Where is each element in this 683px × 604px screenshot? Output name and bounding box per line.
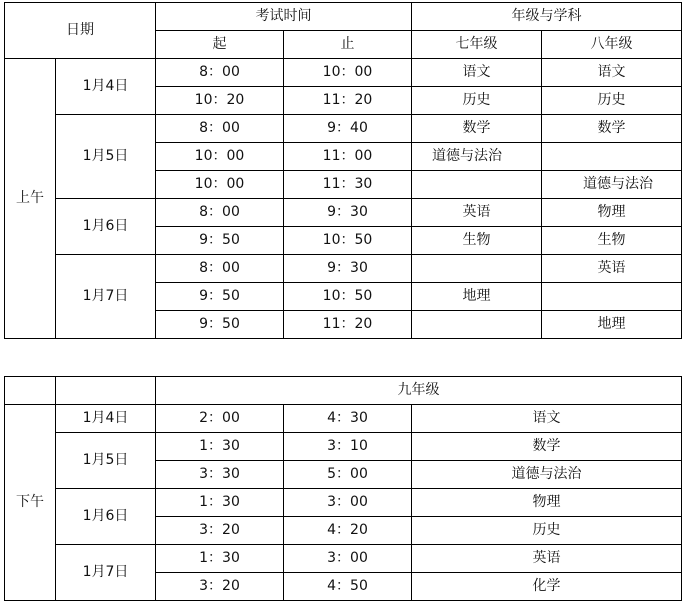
grade7-subject-cell: 语文 xyxy=(412,59,542,87)
grade7-subject-cell: 数学 xyxy=(412,115,542,143)
end-time-cell: 9：30 xyxy=(284,255,412,283)
start-time-cell: 9：50 xyxy=(156,227,284,255)
end-time-cell: 10：50 xyxy=(284,283,412,311)
end-time-cell: 10：00 xyxy=(284,59,412,87)
grade9-subject-cell: 数学 xyxy=(412,433,682,461)
grade7-subject-cell: 英语 xyxy=(412,199,542,227)
start-time-cell: 3：20 xyxy=(156,517,284,545)
end-time-cell: 11：00 xyxy=(284,143,412,171)
start-time-cell: 8：00 xyxy=(156,115,284,143)
grade7-header: 七年级 xyxy=(412,31,542,59)
grade7-subject-cell: 地理 xyxy=(412,283,542,311)
grade7-subject-cell xyxy=(412,255,542,283)
start-time-cell: 3：30 xyxy=(156,461,284,489)
grade8-subject-cell: 生物 xyxy=(542,227,682,255)
grade9-header: 九年级 xyxy=(156,377,682,405)
table-row xyxy=(5,199,682,227)
start-time-cell: 1：30 xyxy=(156,433,284,461)
table-row xyxy=(5,433,682,461)
grade8-subject-cell xyxy=(542,143,682,171)
start-time-cell: 9：50 xyxy=(156,283,284,311)
date-cell: 1月5日 xyxy=(56,433,156,489)
grade8-subject-cell xyxy=(542,283,682,311)
grade7-subject-cell xyxy=(412,311,542,339)
table-row xyxy=(5,405,682,433)
grade8-subject-cell: 地理 xyxy=(542,311,682,339)
grade7-subject-cell xyxy=(412,171,542,199)
start-time-cell: 1：30 xyxy=(156,545,284,573)
date-cell: 1月5日 xyxy=(56,115,156,199)
start-time-cell: 10：00 xyxy=(156,171,284,199)
end-time-cell: 9：40 xyxy=(284,115,412,143)
end-time-cell: 3：10 xyxy=(284,433,412,461)
table-row xyxy=(5,255,682,283)
start-time-cell: 8：00 xyxy=(156,255,284,283)
grade8-subject-cell: 物理 xyxy=(542,199,682,227)
end-time-cell: 10：50 xyxy=(284,227,412,255)
start-header: 起 xyxy=(156,31,284,59)
end-header: 止 xyxy=(284,31,412,59)
grade8-subject-cell: 语文 xyxy=(542,59,682,87)
grade8-subject-cell: 英语 xyxy=(542,255,682,283)
start-time-cell: 8：00 xyxy=(156,59,284,87)
grade8-header: 八年级 xyxy=(542,31,682,59)
date-cell: 1月7日 xyxy=(56,545,156,601)
blank-header-cell xyxy=(5,377,56,405)
grade8-subject-cell: 历史 xyxy=(542,87,682,115)
end-time-cell: 9：30 xyxy=(284,199,412,227)
start-time-cell: 8：00 xyxy=(156,199,284,227)
start-time-cell: 9：50 xyxy=(156,311,284,339)
exam-time-header: 考试时间 xyxy=(156,3,412,31)
end-time-cell: 3：00 xyxy=(284,489,412,517)
start-time-cell: 3：20 xyxy=(156,573,284,601)
start-time-cell: 10：00 xyxy=(156,143,284,171)
grade9-subject-cell: 英语 xyxy=(412,545,682,573)
grade7-subject-cell: 道德与法治 xyxy=(412,143,542,171)
grade9-subject-cell: 物理 xyxy=(412,489,682,517)
grade9-subject-cell: 化学 xyxy=(412,573,682,601)
table-row xyxy=(5,489,682,517)
end-time-cell: 4：50 xyxy=(284,573,412,601)
grade9-subject-cell: 语文 xyxy=(412,405,682,433)
grade8-subject-cell: 道德与法治 xyxy=(542,171,682,199)
morning-schedule-table xyxy=(4,2,682,339)
end-time-cell: 3：00 xyxy=(284,545,412,573)
start-time-cell: 10：20 xyxy=(156,87,284,115)
end-time-cell: 11：20 xyxy=(284,311,412,339)
grade7-subject-cell: 生物 xyxy=(412,227,542,255)
grade7-subject-cell: 历史 xyxy=(412,87,542,115)
table-row xyxy=(5,545,682,573)
start-time-cell: 1：30 xyxy=(156,489,284,517)
grade-subject-header: 年级与学科 xyxy=(412,3,682,31)
end-time-cell: 4：20 xyxy=(284,517,412,545)
period-cell: 上午 xyxy=(5,59,56,339)
table-row xyxy=(5,115,682,143)
date-cell: 1月4日 xyxy=(56,405,156,433)
grade9-subject-cell: 道德与法治 xyxy=(412,461,682,489)
end-time-cell: 11：30 xyxy=(284,171,412,199)
start-time-cell: 2：00 xyxy=(156,405,284,433)
header-row xyxy=(5,377,682,405)
date-cell: 1月6日 xyxy=(56,489,156,545)
end-time-cell: 5：00 xyxy=(284,461,412,489)
date-header: 日期 xyxy=(5,3,156,59)
blank-header-cell xyxy=(56,377,156,405)
afternoon-schedule-table xyxy=(4,376,682,601)
date-cell: 1月7日 xyxy=(56,255,156,339)
date-cell: 1月4日 xyxy=(56,59,156,115)
end-time-cell: 11：20 xyxy=(284,87,412,115)
table-row xyxy=(5,59,682,87)
end-time-cell: 4：30 xyxy=(284,405,412,433)
period-cell: 下午 xyxy=(5,405,56,601)
grade9-subject-cell: 历史 xyxy=(412,517,682,545)
grade8-subject-cell: 数学 xyxy=(542,115,682,143)
header-row-1 xyxy=(5,3,682,31)
date-cell: 1月6日 xyxy=(56,199,156,255)
